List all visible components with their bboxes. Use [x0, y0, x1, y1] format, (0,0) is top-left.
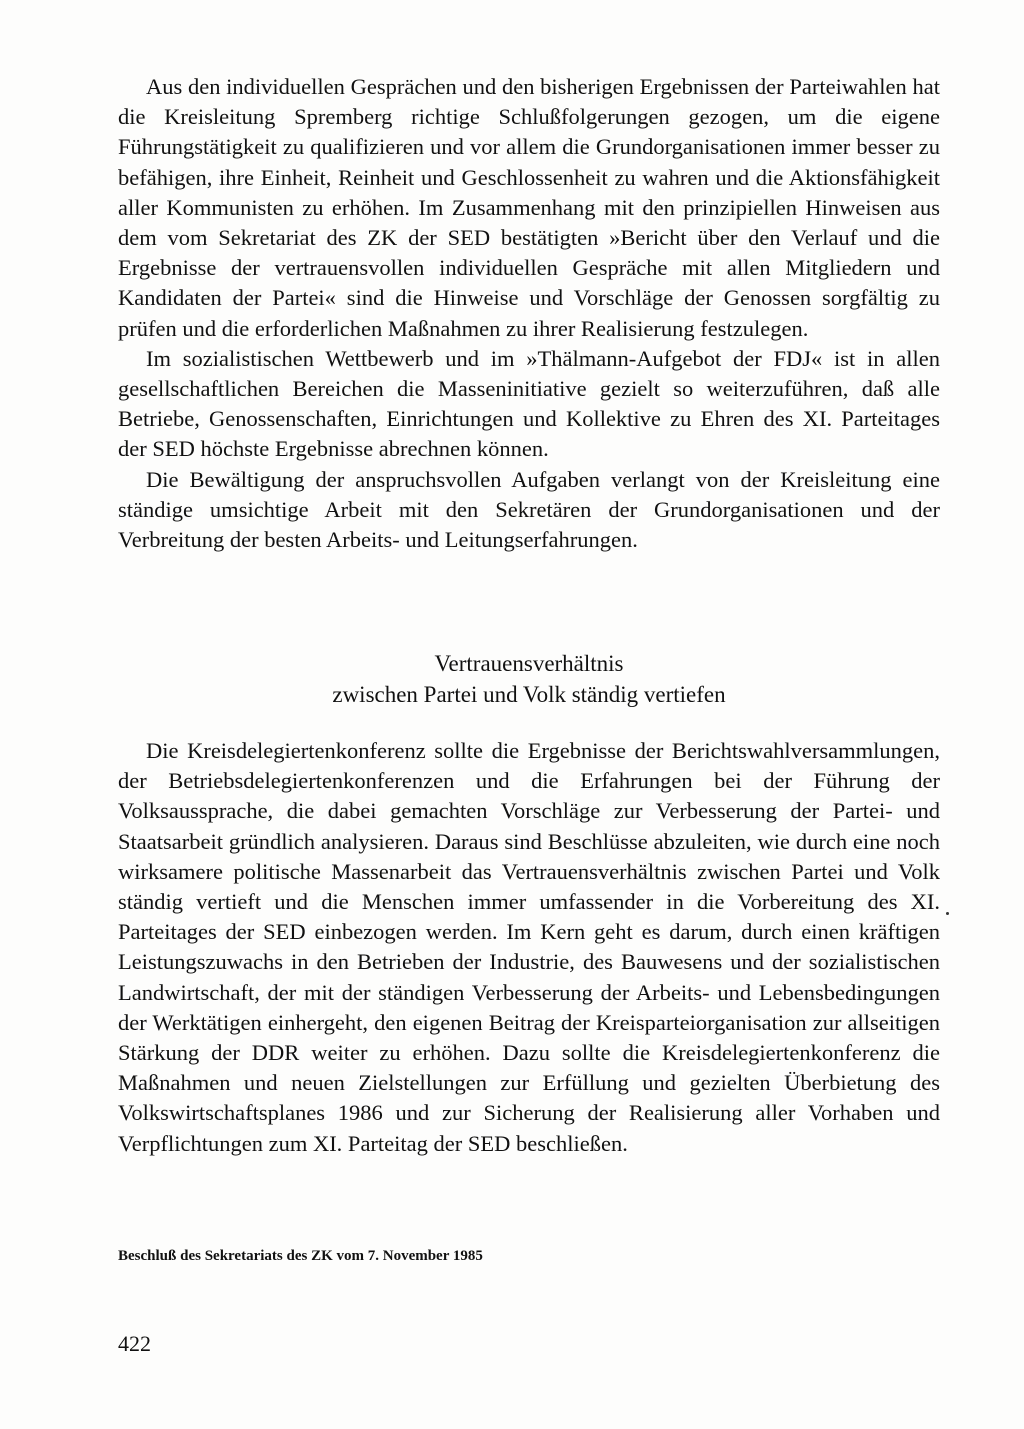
section-heading — [118, 648, 940, 710]
body-text-top — [118, 72, 940, 555]
body-text-section — [118, 736, 940, 1159]
paragraph-kreisdelegiertenkonferenz: Die Kreisdelegiertenkonferenz sollte die Ergebnisse der Berichtswahlversammlungen, der Betriebsdelegiertenkonferenzen und die Erfahrungen bei der Führung der Volksaussprache, die dabei gemachten Vorschläge zur Verbesserung der Partei- und Staatsarbeit gründlich analysieren. Daraus sind Beschlüsse abzuleiten, wie durch eine noch wirksamere politische Massenarbeit das Vertrauensverhältnis zwischen Partei und Volk ständig vertieft und die Menschen immer umfassender in die Vorbereitung des XI. Parteitages der SED einbezogen werden. Im Kern geht es darum, durch einen kräftigen Leistungszuwachs in den Betrieben der Industrie, des Bauwesens und der sozialistischen Landwirtschaft, der mit der ständigen Verbesserung der Arbeits- und Lebensbedingungen der Werktätigen einhergeht, den eigenen Beitrag der Kreisparteiorganisation zur allseitigen Stärkung der DDR weiter zu erhöhen. Dazu sollte die Kreisdelegiertenkonferenz die Maßnahmen und neuen Zielstellungen zur Erfüllung und gezielten Überbietung des Volkswirtschaftsplanes 1986 und zur Sicherung der Realisierung aller Vorhaben und Verpflichtungen zum XI. Parteitag der SED beschließen. — [118, 738, 940, 1156]
source-note: Beschluß des Sekretariats des ZK vom 7. November 1985 — [118, 1248, 483, 1264]
paragraph-wettbewerb: Im sozialistischen Wettbewerb und im »Thälmann-Aufgebot der FDJ« ist in allen gesellschaftlichen Bereichen die Masseninitiative gezielt so weiterzuführen, daß alle Betriebe, Genossenschaften, Einrichtungen und Kollektive zu Ehren des XI. Parteitages der SED höchste Ergebnisse abrechnen können. — [118, 345, 940, 462]
paragraph-aufgaben: Die Bewältigung der anspruchsvollen Aufgaben verlangt von der Kreisleitung eine ständige umsichtige Arbeit mit den Sekretären der Grundorganisationen und der Verbreitung der besten Arbeits- und Leitungserfahrungen. — [118, 466, 940, 553]
paragraph-kreisleitung-spremberg: Aus den individuellen Gesprächen und den bisherigen Ergebnissen der Parteiwahlen hat die Kreisleitung Spremberg richtige Schlußfolgerungen gezogen, um die eigene Führungstätigkeit zu qualifizieren und vor allem die Grundorganisationen immer besser zu befähigen, ihre Einheit, Reinheit und Geschlossenheit zu wahren und die Aktionsfähigkeit aller Kommunisten zu erhöhen. Im Zusammenhang mit den prinzipiellen Hinweisen aus dem vom Sekretariat des ZK der SED bestätigten »Bericht über den Verlauf und die Ergebnisse der vertrauensvollen individuellen Gespräche mit allen Mitgliedern und Kandidaten der Partei« sind die Hinweise und Vorschläge der Genossen sorgfältig zu prüfen und die erforderlichen Maßnahmen zu ihrer Realisierung festzulegen. — [118, 74, 940, 341]
margin-mark — [946, 912, 949, 915]
section-heading-line-1: Vertrauensverhältnis — [434, 651, 624, 676]
section-heading-line-2: zwischen Partei und Volk ständig vertiefen — [332, 682, 726, 707]
page-number: 422 — [118, 1331, 151, 1356]
